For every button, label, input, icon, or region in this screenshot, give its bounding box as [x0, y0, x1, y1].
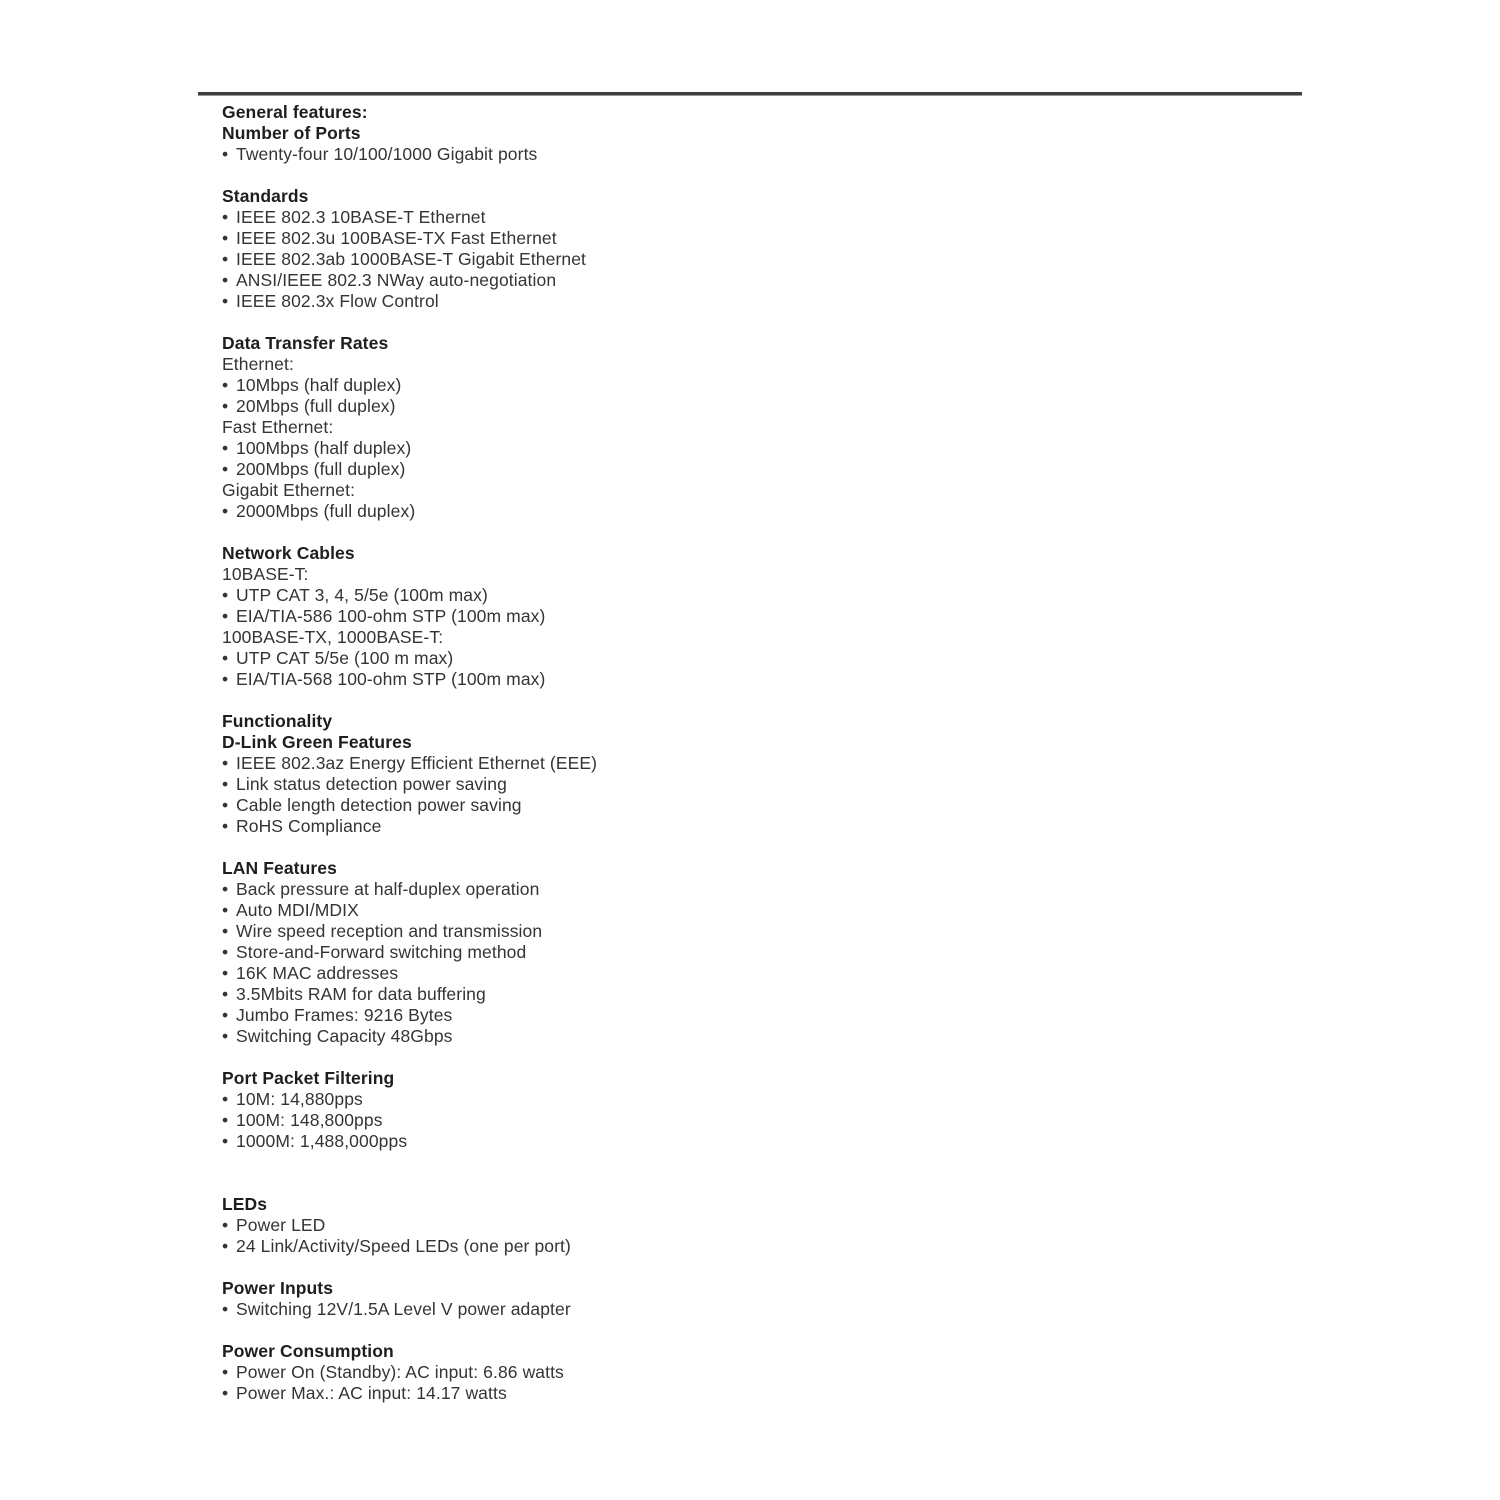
spec-section: [222, 1278, 1302, 1320]
bullet-icon: •: [222, 228, 229, 248]
bullet-icon: •: [222, 753, 229, 773]
spec-line-text: 10BASE-T:: [222, 564, 309, 584]
section-heading: Port Packet Filtering: [222, 1068, 395, 1088]
spec-line-text: 100M: 148,800pps: [236, 1110, 383, 1130]
spec-line-text: 100BASE-TX, 1000BASE-T:: [222, 627, 444, 647]
spec-bullet-line: [222, 963, 1302, 984]
spec-line-text: IEEE 802.3 10BASE-T Ethernet: [236, 207, 486, 227]
bullet-icon: •: [222, 963, 229, 983]
spec-bullet-line: [222, 270, 1302, 291]
section-heading: Power Inputs: [222, 1278, 334, 1298]
section-heading: LEDs: [222, 1194, 268, 1214]
spec-section: [222, 1194, 1302, 1257]
spec-line-text: RoHS Compliance: [236, 816, 382, 836]
bullet-icon: •: [222, 1110, 229, 1130]
spec-bullet-line: [222, 879, 1302, 900]
spec-bullet-line: [222, 900, 1302, 921]
spec-section: [222, 1341, 1302, 1404]
bullet-icon: •: [222, 900, 229, 920]
spec-line-text: Store-and-Forward switching method: [236, 942, 527, 962]
spec-bullet-line: [222, 396, 1302, 417]
spec-line-text: Fast Ethernet:: [222, 417, 334, 437]
bullet-icon: •: [222, 207, 229, 227]
section-heading: LAN Features: [222, 858, 337, 878]
spec-line-text: Link status detection power saving: [236, 774, 507, 794]
spec-subheading-line: [222, 417, 1302, 438]
spec-section: [222, 1068, 1302, 1152]
bullet-icon: •: [222, 879, 229, 899]
bullet-icon: •: [222, 606, 229, 626]
spec-line-text: IEEE 802.3az Energy Efficient Ethernet (EEE): [236, 753, 598, 773]
section-heading: Network Cables: [222, 543, 355, 563]
section-heading: Standards: [222, 186, 309, 206]
spec-section: [222, 858, 1302, 1047]
spec-bullet-line: [222, 795, 1302, 816]
bullet-icon: •: [222, 438, 229, 458]
bullet-icon: •: [222, 291, 229, 311]
bullet-icon: •: [222, 648, 229, 668]
spec-bullet-line: [222, 669, 1302, 690]
spec-line-text: IEEE 802.3ab 1000BASE-T Gigabit Ethernet: [236, 249, 587, 269]
bullet-icon: •: [222, 669, 229, 689]
spec-bullet-line: [222, 1110, 1302, 1131]
bullet-icon: •: [222, 774, 229, 794]
spec-line-text: Power Max.: AC input: 14.17 watts: [236, 1383, 507, 1403]
spec-line-text: Auto MDI/MDIX: [236, 900, 359, 920]
spec-document: [222, 102, 1302, 1425]
spec-section: [222, 711, 1302, 837]
spec-line-text: Twenty-four 10/100/1000 Gigabit ports: [236, 144, 538, 164]
spec-bullet-line: [222, 1005, 1302, 1026]
spec-subheading-line: [222, 480, 1302, 501]
spec-line-text: 3.5Mbits RAM for data buffering: [236, 984, 486, 1004]
spec-line-text: 10Mbps (half duplex): [236, 375, 402, 395]
bullet-icon: •: [222, 249, 229, 269]
spec-section: [222, 102, 1302, 165]
spec-section: [222, 543, 1302, 690]
spec-bullet-line: [222, 228, 1302, 249]
spec-bullet-line: [222, 1026, 1302, 1047]
spec-line-text: Ethernet:: [222, 354, 294, 374]
spec-line-text: Switching 12V/1.5A Level V power adapter: [236, 1299, 571, 1319]
bullet-icon: •: [222, 1005, 229, 1025]
spec-line-text: 100Mbps (half duplex): [236, 438, 412, 458]
spec-line-text: 24 Link/Activity/Speed LEDs (one per port): [236, 1236, 571, 1256]
top-divider: [198, 92, 1302, 96]
spec-bullet-line: [222, 1236, 1302, 1257]
spec-line-text: IEEE 802.3x Flow Control: [236, 291, 439, 311]
spec-line-text: EIA/TIA-568 100-ohm STP (100m max): [236, 669, 546, 689]
bullet-icon: •: [222, 816, 229, 836]
bullet-icon: •: [222, 921, 229, 941]
spec-line-text: Jumbo Frames: 9216 Bytes: [236, 1005, 453, 1025]
spec-bullet-line: [222, 1383, 1302, 1404]
spec-bullet-line: [222, 942, 1302, 963]
spec-line-text: 2000Mbps (full duplex): [236, 501, 416, 521]
section-heading: Data Transfer Rates: [222, 333, 389, 353]
section-heading: Number of Ports: [222, 123, 361, 143]
spec-bullet-line: [222, 1299, 1302, 1320]
bullet-icon: •: [222, 396, 229, 416]
spec-bullet-line: [222, 459, 1302, 480]
spec-bullet-line: [222, 648, 1302, 669]
section-heading: D-Link Green Features: [222, 732, 412, 752]
spec-line-text: Wire speed reception and transmission: [236, 921, 543, 941]
spec-subheading-line: [222, 564, 1302, 585]
bullet-icon: •: [222, 585, 229, 605]
section-heading: Functionality: [222, 711, 333, 731]
spec-bullet-line: [222, 1131, 1302, 1152]
spec-subheading-line: [222, 354, 1302, 375]
spec-line-text: ANSI/IEEE 802.3 NWay auto-negotiation: [236, 270, 557, 290]
spec-bullet-line: [222, 144, 1302, 165]
spec-bullet-line: [222, 606, 1302, 627]
spec-bullet-line: [222, 816, 1302, 837]
spec-bullet-line: [222, 1089, 1302, 1110]
spec-line-text: 20Mbps (full duplex): [236, 396, 396, 416]
spec-subheading-line: [222, 627, 1302, 648]
spec-bullet-line: [222, 984, 1302, 1005]
bullet-icon: •: [222, 1362, 229, 1382]
bullet-icon: •: [222, 144, 229, 164]
spec-bullet-line: [222, 438, 1302, 459]
spec-line-text: Back pressure at half-duplex operation: [236, 879, 540, 899]
bullet-icon: •: [222, 1236, 229, 1256]
spec-bullet-line: [222, 585, 1302, 606]
spec-bullet-line: [222, 375, 1302, 396]
spec-bullet-line: [222, 1362, 1302, 1383]
bullet-icon: •: [222, 984, 229, 1004]
bullet-icon: •: [222, 1026, 229, 1046]
spec-line-text: Cable length detection power saving: [236, 795, 522, 815]
spec-bullet-line: [222, 501, 1302, 522]
section-heading: Power Consumption: [222, 1341, 394, 1361]
spec-bullet-line: [222, 249, 1302, 270]
bullet-icon: •: [222, 501, 229, 521]
spec-line-text: 16K MAC addresses: [236, 963, 399, 983]
spec-bullet-line: [222, 207, 1302, 228]
bullet-icon: •: [222, 1089, 229, 1109]
bullet-icon: •: [222, 1131, 229, 1151]
spec-bullet-line: [222, 753, 1302, 774]
spec-line-text: Switching Capacity 48Gbps: [236, 1026, 453, 1046]
spec-line-text: 10M: 14,880pps: [236, 1089, 363, 1109]
bullet-icon: •: [222, 375, 229, 395]
spec-bullet-line: [222, 291, 1302, 312]
bullet-icon: •: [222, 459, 229, 479]
spec-bullet-line: [222, 1215, 1302, 1236]
bullet-icon: •: [222, 1383, 229, 1403]
bullet-icon: •: [222, 270, 229, 290]
spec-line-text: EIA/TIA-586 100-ohm STP (100m max): [236, 606, 546, 626]
spec-line-text: UTP CAT 3, 4, 5/5e (100m max): [236, 585, 488, 605]
spec-section: [222, 333, 1302, 522]
spec-line-text: UTP CAT 5/5e (100 m max): [236, 648, 454, 668]
section-heading: General features:: [222, 102, 368, 122]
bullet-icon: •: [222, 795, 229, 815]
spec-line-text: 200Mbps (full duplex): [236, 459, 406, 479]
spec-bullet-line: [222, 774, 1302, 795]
bullet-icon: •: [222, 942, 229, 962]
spec-section: [222, 186, 1302, 312]
spec-line-text: Gigabit Ethernet:: [222, 480, 356, 500]
spec-line-text: IEEE 802.3u 100BASE-TX Fast Ethernet: [236, 228, 557, 248]
spec-bullet-line: [222, 921, 1302, 942]
bullet-icon: •: [222, 1299, 229, 1319]
spec-line-text: Power LED: [236, 1215, 326, 1235]
bullet-icon: •: [222, 1215, 229, 1235]
spec-line-text: 1000M: 1,488,000pps: [236, 1131, 408, 1151]
spec-line-text: Power On (Standby): AC input: 6.86 watts: [236, 1362, 564, 1382]
